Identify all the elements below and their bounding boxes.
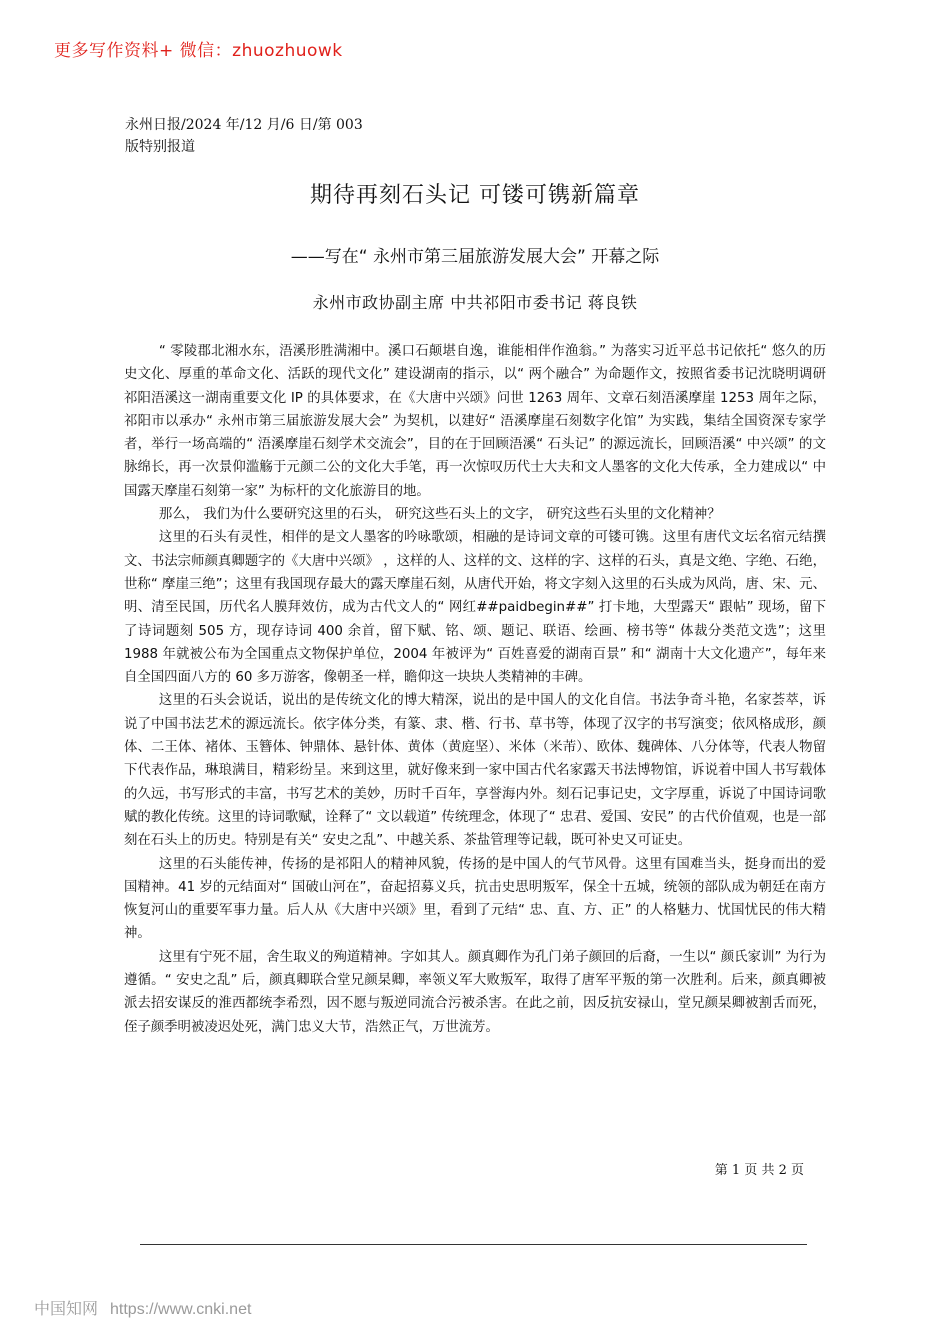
page-number: 第 1 页 共 2 页 bbox=[714, 1163, 804, 1178]
article-body bbox=[124, 340, 826, 1039]
paragraph: 这里有宁死不屈，舍生取义的殉道精神。字如其人。颜真卿作为孔门弟子颜回的后裔，一生以“ 颜氏家训” 为行为遵循。“ 安史之乱” 后，颜真卿联合堂兄颜杲卿，率领义军大败叛军，取得了唐军平叛的第一次胜利。后来，颜真卿被派去招安谋反的淮西都统李希烈，因不愿与叛逆同流合污被杀害。在此之前，因反抗安禄山，堂兄颜杲卿被割舌而死，侄子颜季明被凌迟处死，满门忠义大节，浩然正气，万世流芳。 bbox=[124, 949, 826, 1035]
source-citation bbox=[125, 114, 425, 158]
watermark-url: https://www.cnki.net bbox=[110, 1301, 252, 1318]
paragraph: 这里的石头能传神，传扬的是祁阳人的精神风貌，传扬的是中国人的气节风骨。这里有国难当头，挺身而出的爱国精神。41 岁的元结面对“ 国破山河在”，奋起招募义兵，抗击史思明叛军，保全十五城，统领的部队成为朝廷在南方恢复河山的重要军事力量。后人从《大唐中兴颂》里，看到了元结“ 忠、直、方、正” 的人格魅力、忧国忧民的伟大精神。 bbox=[124, 856, 826, 942]
article-author: 永州市政协副主席 中共祁阳市委书记 蒋良铁 bbox=[312, 293, 638, 312]
paragraph: “ 零陵郡北湘水东，浯溪形胜满湘中。溪口石颠堪自逸，谁能相伴作渔翁。” 为落实习近平总书记依托“ 悠久的历史文化、厚重的革命文化、活跃的现代文化” 建设湖南的指示，以“ 两个融合” 为命题作文，按照省委书记沈晓明调研祁阳浯溪这一湖南重要文化 IP 的具体要求，在《大唐中兴颂》问世 1263 周年、文章石刻浯溪摩崖 1253 周年之际，祁阳市以承办“ 永州市第三届旅游发展大会” 为契机，以建好“ 浯溪摩崖石刻数字化馆” 为实践，集结全国资深专家学者，举行一场高端的“ 浯溪摩崖石刻学术交流会”，目的在于回顾浯溪“ 石头记” 的源远流长，回顾浯溪“ 中兴颂” 的文脉绵长，再一次景仰滥觞于元颜二公的文化大手笔，再一次惊叹历代士大夫和文人墨客的文化大传承，全力建成以“ 中国露天摩崖石刻第一家” 为标杆的文化旅游目的地。 bbox=[124, 344, 826, 499]
cnki-watermark bbox=[34, 1296, 251, 1319]
source-line-1: 永州日报/2024 年/12 月/6 日/第 003 bbox=[125, 117, 363, 133]
paragraph: 那么， 我们为什么要研究这里的石头， 研究这些石头上的文字， 研究这些石头里的文化精神？ bbox=[158, 507, 721, 523]
paragraph: 这里的石头有灵性，相伴的是文人墨客的吟咏歌颂，相融的是诗词文章的可镂可镌。这里有唐代文坛名宿元结撰文、书法宗师颜真卿题字的《大唐中兴颂》 ，这样的人、这样的文、这样的字、这样的石头，真是文绝、字绝、石绝，世称“ 摩崖三绝”；这里有我国现存最大的露天摩崖石刻，从唐代开始，将文字刻入这里的石头成为风尚，唐、宋、元、明、清至民国，历代名人膜拜效仿，成为古代文人的“ 网红##paidbegin##” 打卡地，大型露天“ 跟帖” 现场，留下了诗词题刻 505 方，现存诗词 400 余首，留下赋、铭、颂、题记、联语、绘画、榜书等“ 体裁分类范文选”；这里 1988 年就被公布为全国重点文物保护单位，2004 年被评为“ 百姓喜爱的湖南百景” 和“ 湖南十大文化遗产”，每年来自全国四面八方的 60 多万游客，像朝圣一样，瞻仰这一块块人类精神的丰碑。 bbox=[124, 530, 826, 686]
article-title: 期待再刻石头记 可镂可镌新篇章 bbox=[310, 183, 640, 208]
watermark-logo-text: 中国知网 bbox=[34, 1299, 99, 1318]
footer-divider bbox=[140, 1244, 807, 1245]
source-line-2: 版特别报道 bbox=[125, 139, 195, 155]
article-subtitle: ——写在“ 永州市第三届旅游发展大会” 开幕之际 bbox=[290, 247, 660, 267]
paragraph: 这里的石头会说话，说出的是传统文化的博大精深，说出的是中国人的文化自信。书法争奇斗艳，名家荟萃，诉说了中国书法艺术的源远流长。依字体分类，有篆、隶、楷、行书、草书等，体现了汉字的书写演变；依风格成形，颜体、二王体、褚体、玉簪体、钟鼎体、悬针体、黄体（黄庭坚）、米体（米芾）、欧体、魏碑体、八分体等，代表人物留下代表作品，琳琅满目，精彩纷呈。来到这里，就好像来到一家中国古代名家露天书法博物馆，诉说着中国人书写载体的久远，书写形式的丰富，书写艺术的美妙，历时千百年，享誉海内外。刻石记事记史，文字厚重，诉说了中国诗词歌赋的教化传统。这里的诗词歌赋，诠释了“ 文以载道” 传统理念，体现了“ 忠君、爱国、安民” 的古代价值观，也是一部刻在石头上的历史。特别是有关“ 安史之乱”、中越关系、茶盐管理等记载，既可补史又可证史。 bbox=[124, 693, 826, 849]
promo-banner: 更多写作资料+ 微信：zhuozhuowk bbox=[54, 41, 343, 61]
